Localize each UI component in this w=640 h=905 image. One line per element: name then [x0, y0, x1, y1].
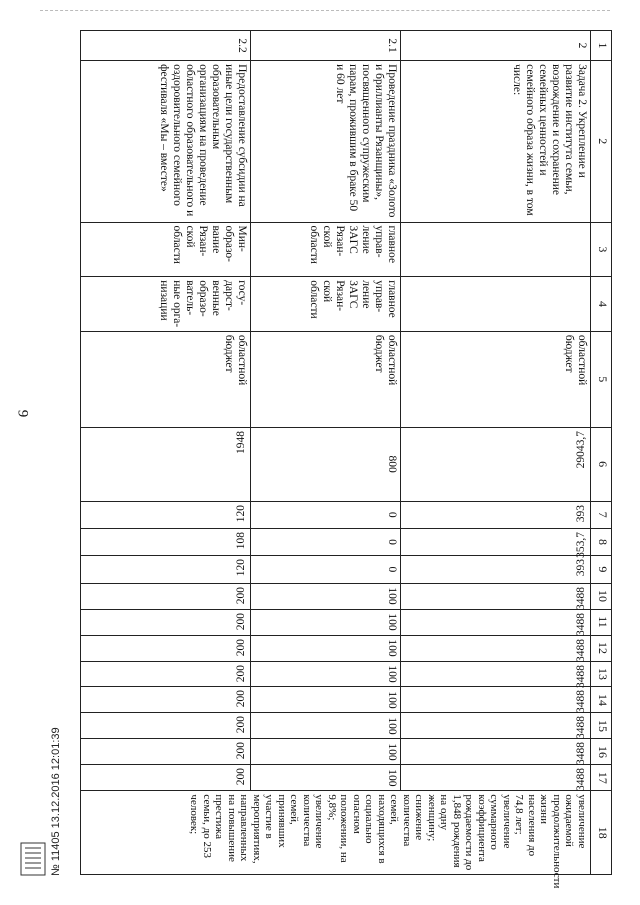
year-value: 0: [251, 528, 401, 555]
year-value: 0: [251, 501, 401, 528]
coexecutor-cell: главное управ-ление ЗАГС Рязан-ской области: [251, 277, 401, 332]
row-number: 2.1: [251, 31, 401, 61]
year-value: 393: [401, 556, 591, 583]
year-value: 3488: [401, 583, 591, 609]
registration-number: № 11405 13.12.2016 12:01:39: [50, 727, 62, 876]
header-cell: 17: [591, 765, 612, 791]
funding-source: областной бюджет: [81, 331, 251, 427]
header-cell: 18: [591, 791, 612, 875]
executor-cell: Мин-образо-вание Рязан-ской области: [81, 222, 251, 277]
year-value: 3488: [401, 687, 591, 713]
measure-name: Проведение праздника «Золото и бриллианты Рязанщины», посвященного супружеским парам, прожившим в браке 50 и 60 лет: [251, 61, 401, 222]
measure-name: Предоставление субсидии на иные цели государственным образовательным организациям на проведение областного образовательного и оздоровительного семейного фестиваля «Мы – вместе»: [81, 61, 251, 222]
year-value: 100: [251, 661, 401, 687]
year-value: 120: [81, 501, 251, 528]
executor-cell: [401, 222, 591, 277]
coexecutor-cell: [401, 277, 591, 332]
year-value: 100: [251, 609, 401, 635]
header-cell: 16: [591, 739, 612, 765]
header-row: [591, 31, 612, 875]
header-cell: 11: [591, 609, 612, 635]
table-row: [81, 31, 251, 875]
total-cell: 29043,7: [401, 427, 591, 501]
year-value: 200: [81, 583, 251, 609]
header-cell: 15: [591, 713, 612, 739]
year-value: 100: [251, 739, 401, 765]
header-cell: 9: [591, 556, 612, 583]
year-value: 100: [251, 687, 401, 713]
program-table: [80, 30, 612, 889]
year-value: 100: [251, 635, 401, 661]
page-number: 9: [14, 409, 31, 418]
year-value: 353,7: [401, 528, 591, 555]
header-cell: 10: [591, 583, 612, 609]
year-value: 100: [251, 765, 401, 791]
total-cell: 1948: [81, 427, 251, 501]
header-cell: 4: [591, 277, 612, 332]
header-cell: 6: [591, 427, 612, 501]
year-value: 200: [81, 661, 251, 687]
year-value: 200: [81, 739, 251, 765]
year-value: 3488: [401, 713, 591, 739]
funding-source: областной бюджет: [401, 331, 591, 427]
coexecutor-cell: госу-дарст-венные образо-ватель-ные орга-низации: [81, 277, 251, 332]
year-value: 393: [401, 501, 591, 528]
executor-cell: главное управ-ление ЗАГС Рязан-ской области: [251, 222, 401, 277]
header-cell: 7: [591, 501, 612, 528]
year-value: 3488: [401, 609, 591, 635]
year-value: 200: [81, 713, 251, 739]
header-cell: 12: [591, 635, 612, 661]
header-cell: 1: [591, 31, 612, 61]
year-value: 3488: [401, 635, 591, 661]
measure-name: Задача 2. Укрепление и развитие института семьи, возрождение и сохранение семейных ценностей и семейного образа жизни, в том числе:: [401, 61, 591, 222]
row-number: 2.2: [81, 31, 251, 61]
table-row: [401, 31, 591, 875]
year-value: 100: [251, 713, 401, 739]
year-value: 200: [81, 687, 251, 713]
year-value: 100: [251, 583, 401, 609]
expected-result: увеличение ожидаемой продолжительности жизни населения до 74,8 лет; увеличение суммарного коэффициента рождаемости до 1,848 рождения на одну женщину; снижение количества семей, находящихся в социально опасном положении, на 9,8%; увеличение количества семей, принявших участие в мероприятиях, направленных на повышение престижа семьи, до 253 человек;: [81, 791, 591, 875]
funding-source: областной бюджет: [251, 331, 401, 427]
total-cell: 800: [251, 427, 401, 501]
rotated-table-wrapper: [80, 30, 612, 889]
year-value: 3488: [401, 661, 591, 687]
year-value: 120: [81, 556, 251, 583]
header-cell: 3: [591, 222, 612, 277]
table-row: [251, 31, 401, 875]
header-cell: 2: [591, 61, 612, 222]
year-value: 0: [251, 556, 401, 583]
year-value: 108: [81, 528, 251, 555]
year-value: 200: [81, 765, 251, 791]
year-value: 200: [81, 609, 251, 635]
header-cell: 5: [591, 331, 612, 427]
header-cell: 8: [591, 528, 612, 555]
row-number: 2: [401, 31, 591, 61]
year-value: 3488: [401, 765, 591, 791]
registry-logo-icon: [20, 842, 46, 876]
header-cell: 14: [591, 687, 612, 713]
registration-stamp: [16, 610, 62, 880]
year-value: 3488: [401, 739, 591, 765]
header-cell: 13: [591, 661, 612, 687]
scan-top-line: [40, 10, 610, 11]
year-value: 200: [81, 635, 251, 661]
